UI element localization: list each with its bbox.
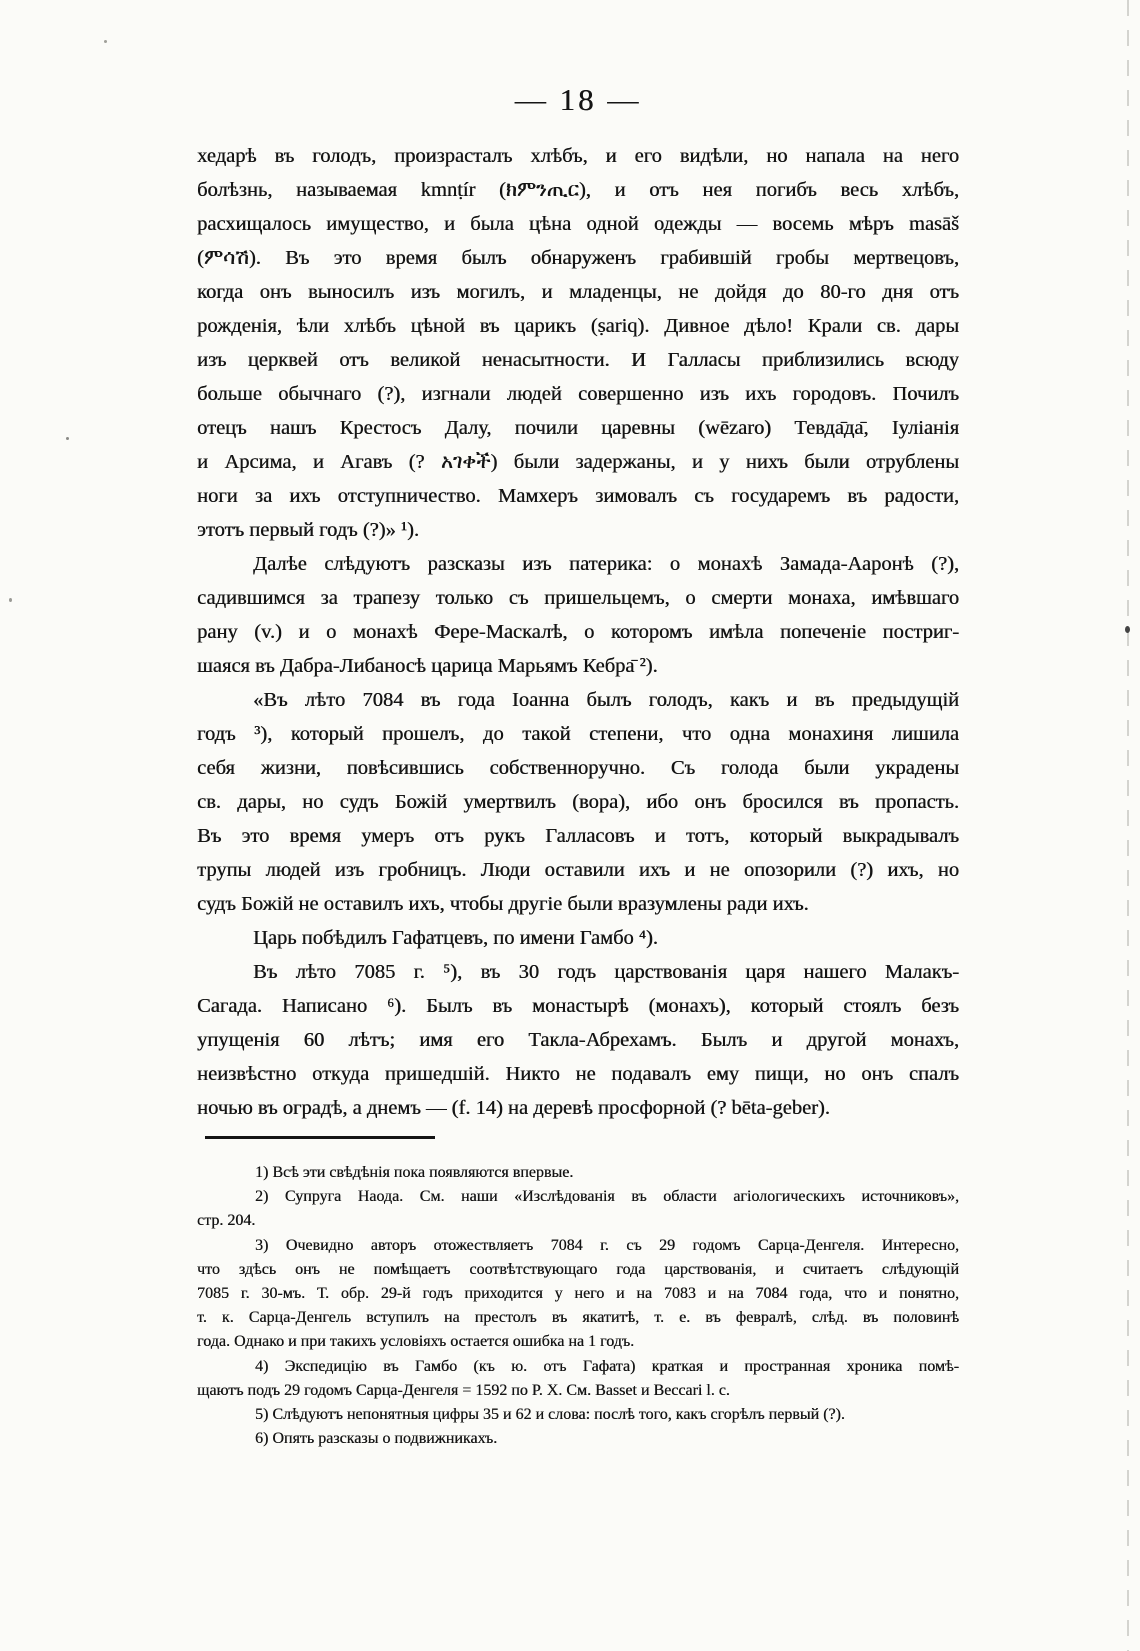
text-line: больше обычнаго (?), изгнали людей совершенно изъ ихъ городовъ. Почилъ [197, 383, 959, 405]
text-line: хедарѣ въ голодъ, произрасталъ хлѣбъ, и его видѣли, но напала на него [197, 145, 959, 167]
footnote-item [197, 1427, 959, 1451]
text-line: «Въ лѣто 7084 въ года Іоанна былъ голодъ, какъ и въ предыдущій [253, 689, 959, 711]
text-line: 1) Всѣ эти свѣдѣнія пока появляются впервые. [255, 1164, 574, 1181]
text-line: (ምሳሽ). Въ это время былъ обнаруженъ грабившій гробы мертвецовъ, [197, 247, 959, 269]
paragraph [197, 955, 959, 1125]
footnote-item [197, 1355, 959, 1403]
text-line: рану (v.) и о монахѣ Фере-Маскалѣ, о которомъ имѣла попеченіе постриг- [197, 621, 959, 643]
text-line: т. к. Сарца-Денгель вступилъ на престолъ въ якатитѣ, т. е. въ февралѣ, слѣд. въ половинѣ [197, 1309, 959, 1327]
text-line: себя жизни, повѣсившись собственноручно. Съ голода были украдены [197, 757, 959, 779]
text-line: Царь побѣдилъ Гафатцевъ, по имени Гамбо ⁴). [253, 927, 658, 949]
text-line: щаютъ подъ 29 годомъ Сарца-Денгеля = 1592 по Р. Х. См. Basset и Beccari l. c. [197, 1381, 730, 1399]
footnote-item [197, 1161, 959, 1185]
text-line: рожденія, ѣли хлѣбъ цѣной въ царикъ (ṣariq). Дивное дѣло! Крали св. дары [197, 315, 959, 337]
text-line: Въ это время умеръ отъ рукъ Галласовъ и тотъ, который выкрадывалъ [197, 825, 959, 847]
text-line: что здѣсь онъ не помѣщаетъ соотвѣтствующаго года царствованія, и считаетъ слѣдующій [197, 1260, 959, 1278]
text-line: изъ церквей отъ великой ненасытности. И Галласы приблизились всюду [197, 349, 959, 371]
scan-speck [66, 437, 69, 440]
text-line: ноги за ихъ отступничество. Мамхеръ зимовалъ съ государемъ въ радости, [197, 485, 959, 507]
text-line: Въ лѣто 7085 г. ⁵), въ 30 годъ царствованія царя нашего Малакъ- [253, 961, 959, 983]
text-line: неизвѣстно откуда пришедшій. Никто не подавалъ ему пищи, но онъ спалъ [197, 1063, 959, 1085]
text-line: св. дары, но судъ Божій умертвилъ (вора), ибо онъ бросился въ пропасть. [197, 791, 959, 813]
text-line: стр. 204. [197, 1212, 256, 1230]
footnote-item [197, 1403, 959, 1427]
text-line: шаяся въ Дабра-Либаносѣ царица Марьямъ Кебра̄ ²). [197, 655, 658, 677]
paragraph [197, 683, 959, 921]
text-line: ночью въ оградѣ, а днемъ — (f. 14) на деревѣ просфорной (? bēta-geber). [197, 1097, 830, 1119]
text-line: 3) Очевидно авторъ отожествляетъ 7084 г. съ 29 годомъ Сарца-Денгеля. Интересно, [255, 1236, 959, 1254]
footnote-item [197, 1185, 959, 1233]
text-line: Далѣе слѣдуютъ разсказы изъ патерика: о монахѣ Замада-Ааронѣ (?), [253, 553, 959, 575]
text-line: расхищалось имущество, и была цѣна одной одежды — восемь мѣръ masāš [197, 213, 959, 235]
footnotes [197, 1161, 959, 1451]
text-line: Сагада. Написано ⁶). Былъ въ монастырѣ (монахъ), который стоялъ безъ [197, 995, 959, 1017]
scan-edge-shadow [1127, 0, 1129, 1651]
text-line: года. Однако и при такихъ условіяхъ остается ошибка на 1 годъ. [197, 1333, 635, 1351]
main-text [197, 139, 959, 1125]
text-line: 2) Супруга Наода. См. наши «Изслѣдованія въ области агіологическихъ источниковъ», [255, 1188, 959, 1206]
scan-speck [9, 598, 12, 602]
text-line: трупы людей изъ гробницъ. Люди оставили ихъ и не опозорили (?) ихъ, но [197, 859, 959, 881]
paragraph [197, 547, 959, 683]
paragraph [197, 921, 959, 955]
text-line: 6) Опять разсказы о подвижникахъ. [255, 1430, 498, 1448]
text-line: 5) Слѣдуютъ непонятныя цифры 35 и 62 и слова: послѣ того, какъ сгорѣлъ первый (?). [255, 1405, 845, 1423]
text-line: и Арсима, и Агавъ (? አገቀች) были задержаны, и у нихъ были отрублены [197, 451, 959, 473]
page-number: — 18 — [514, 82, 642, 117]
text-line: 4) Экспедицію въ Гамбо (къ ю. отъ Гафата) краткая и пространная хроника помѣ- [255, 1357, 959, 1375]
text-line: болѣзнь, называемая kmnṭír (ክምንጢር), и отъ нея погибъ весь хлѣбъ, [197, 179, 959, 201]
footnote-item [197, 1234, 959, 1355]
text-line: садившимся за трапезу только съ пришельцемъ, о смерти монаха, имѣвшаго [197, 587, 959, 609]
scan-speck [1125, 626, 1130, 633]
footnote-separator-rule [205, 1136, 435, 1139]
text-line: судъ Божій не оставилъ ихъ, чтобы другіе были вразумлены ради ихъ. [197, 893, 809, 915]
paragraph [197, 139, 959, 547]
text-line: упущенія 60 лѣтъ; имя его Такла-Абрехамъ. Былъ и другой монахъ, [197, 1029, 959, 1051]
text-line: отецъ нашъ Крестосъ Далу, почили царевны (wēzaro) Тевда̄да̄, Іуліанія [197, 417, 959, 439]
text-line: когда онъ выносилъ изъ могилъ, и младенцы, не дойдя до 80-го дня отъ [197, 281, 959, 303]
text-line: 7085 г. 30-мъ. Т. обр. 29-й годъ приходится у него и на 7083 и на 7084 года, что и понятно, [197, 1284, 959, 1302]
scan-speck [104, 40, 107, 43]
text-line: годъ ³), который прошелъ, до такой степени, что одна монахиня лишила [197, 723, 959, 745]
text-line: этотъ первый годъ (?)» ¹). [197, 519, 419, 541]
